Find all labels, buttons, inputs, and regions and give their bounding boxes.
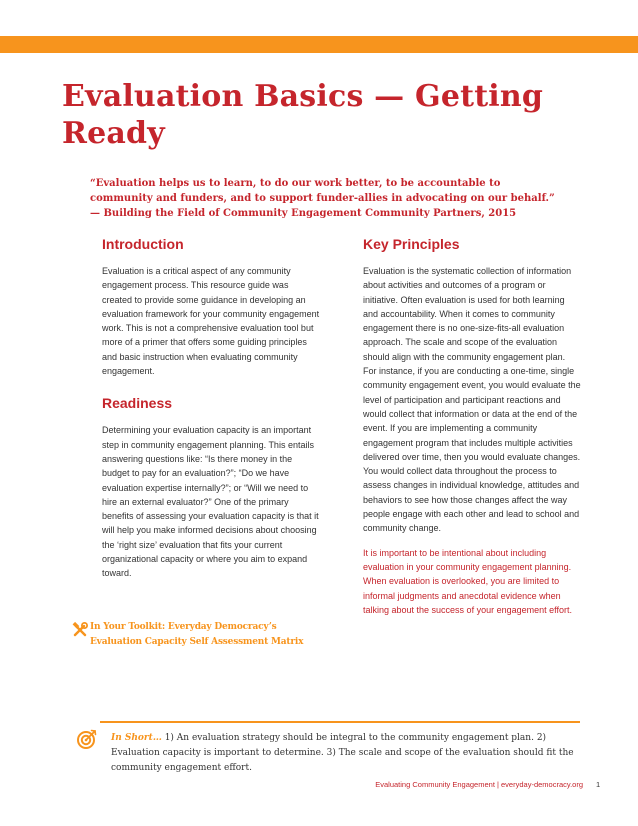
in-short-text: 1) An evaluation strategy should be integral to the community engagement plan. 2) Evaluation capacity is important to determine. 3) The scale and scope of the evaluation should fit the community engagement effort. xyxy=(111,733,574,773)
section-divider xyxy=(100,721,580,723)
readiness-body: Determining your evaluation capacity is an important step in community engagement planning. This entails answering questions like: “Is there money in the budget to pay for an evaluation?”; “Do we have evaluation expertise internally?”; or “Will we need to hire an external evaluator?” One of the primary benefits of assessing your evaluation capacity is that it will help you make informed decisions about choosing the ‘right size’ evaluation that fits your current organizational capacity or where you aim to expand toward. xyxy=(102,425,319,579)
key-principles-highlight: It is important to be intentional about including evaluation in your community engagement planning. When evaluation is overlooked, you are limited to informal judgments and anecdotal evidence when talking about the success of your engagement effort. xyxy=(363,547,572,615)
key-principles-heading: Key Principles xyxy=(363,236,460,252)
introduction-heading: Introduction xyxy=(102,236,184,252)
footer-text: Evaluating Community Engagement | everyday-democracy.org xyxy=(375,780,583,789)
page-title: Evaluation Basics — Getting Ready xyxy=(62,79,544,151)
in-short-summary xyxy=(111,731,581,776)
right-column xyxy=(363,236,581,617)
toolkit-text: In Your Toolkit: Everyday Democracy’s Evaluation Capacity Self Assessment Matrix xyxy=(90,622,304,647)
page-number: 1 xyxy=(596,780,601,789)
readiness-heading: Readiness xyxy=(102,395,173,412)
top-accent-bar xyxy=(0,36,638,53)
key-principles-body: Evaluation is the systematic collection of information about activities and outcomes of a program or initiative. Often evaluation is used for both learning and accountability. When it comes to community engagement there is no one-size-fits-all evaluation approach. The scale and scope of the evaluation should align with the community engagement plan. For instance, if you are conducting a one-time, single community engagement event, you would evaluate the level of participation and participant reactions and would collect that information or data at the end of the event. If you are implementing a community engagement program that includes multiple activities delivered over time, then you would evaluate changes. You would collect data throughout the process to assess changes in individual knowledge, attitudes and behaviors to see how those changes affect the way people engage with each other and lead to school and community change. xyxy=(363,266,581,534)
introduction-body: Evaluation is a critical aspect of any community engagement process. This resource guide was created to provide some guidance in developing an evaluation framework for your community engagement work. This is not a comprehensive evaluation tool but more of a primer that offers some guiding principles and basic instruction when evaluating community engagement. xyxy=(102,266,320,377)
toolkit-callout xyxy=(72,620,322,668)
intro-quote: “Evaluation helps us to learn, to do our work better, to be accountable to community and funders, and to support funder-allies in advocating on our behalf.” — Building the Field of Community Engagement Community Partners, 2015 xyxy=(90,178,555,219)
in-short-label: In Short… xyxy=(111,733,162,743)
left-column xyxy=(102,236,320,581)
target-icon xyxy=(76,728,98,750)
wrench-hammer-icon xyxy=(72,622,88,638)
